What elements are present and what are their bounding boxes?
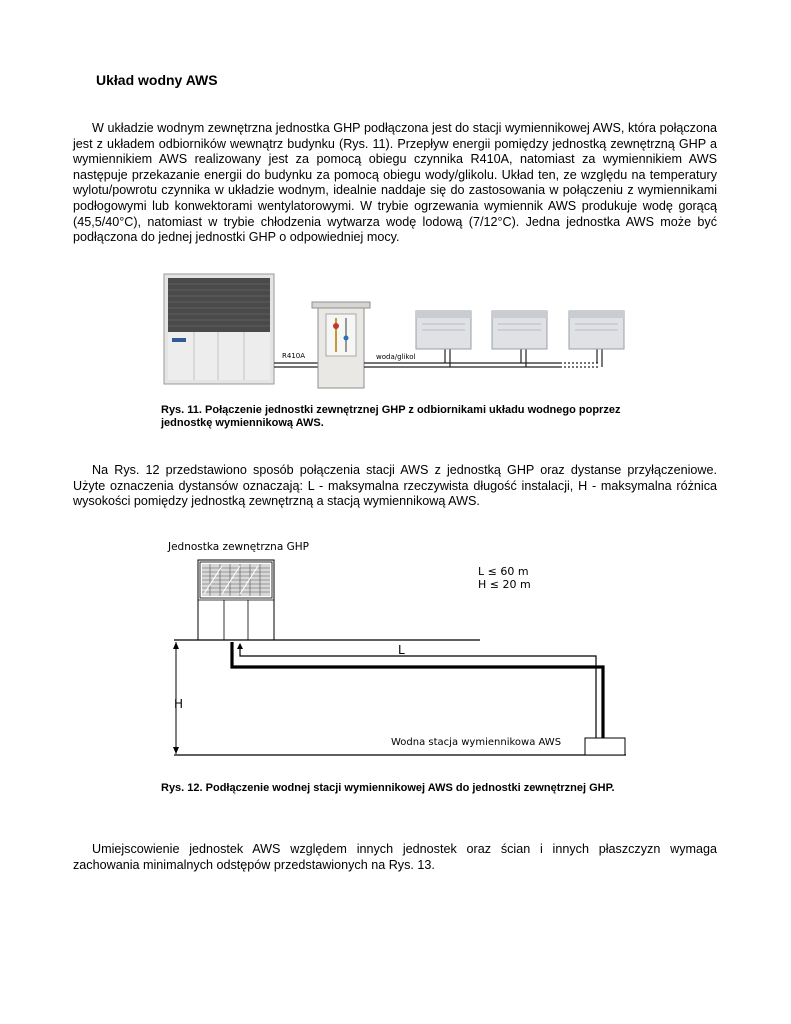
aws-station-box xyxy=(585,738,625,755)
height-limit: H ≤ 20 m xyxy=(478,578,531,591)
paragraph-connection: Na Rys. 12 przedstawiono sposób połączenia stacji AWS z jednostką GHP oraz dystanse przyłączeniowe. Użyte oznaczenia dystansów oznaczają: L - maksymalna rzeczywista długość instalacji, H - maksymalna różnica wysokości pomiędzy jednostką zewnętrzną a stacją wymiennikową AWS. xyxy=(73,463,717,509)
figure-12-diagram xyxy=(160,536,640,776)
water-glycol-label: woda/glikol xyxy=(376,353,416,361)
figure-12-title: Jednostka zewnętrzna GHP xyxy=(168,541,309,553)
length-limit: L ≤ 60 m xyxy=(478,565,529,578)
length-label: L xyxy=(398,643,405,657)
ghp-unit-sketch xyxy=(198,560,274,640)
paragraph-placement: Umiejscowienie jednostek AWS względem innych jednostek oraz ścian i innych płaszczyzn wymaga zachowania minimalnych odstępów przedstawionych na Rys. 13. xyxy=(73,842,717,872)
r410a-pipe xyxy=(274,363,318,367)
figure-12-caption: Rys. 12. Podłączenie wodnej stacji wymiennikowej AWS do jednostki zewnętrznej GHP. xyxy=(161,782,615,794)
r410a-label: R410A xyxy=(282,352,306,360)
refrigerant-pipes xyxy=(232,642,603,738)
figure-11-caption: Rys. 11. Połączenie jednostki zewnętrznej GHP z odbiornikami układu wodnego poprzez jednostkę wymiennikową AWS. xyxy=(161,404,621,429)
fan-coil-unit-1 xyxy=(416,311,471,349)
paragraph-intro: W układzie wodnym zewnętrzna jednostka GHP podłączona jest do stacji wymiennikowej AWS, która połączona jest z układem odbiorników wewnątrz budynku (Rys. 11). Przepływ energii pomiędzy jednostką zewnętrzną GHP a wymiennikiem AWS realizowany jest za pomocą obiegu czynnika R410A, natomiast za wymiennikiem AWS następuje przekazanie energii do budynku za pomocą obiegu wody/glikolu. Układ ten, ze względu na temperatury wylotu/powrotu czynnika w układzie wodnym, idealnie naddaje się do zastosowania w połączeniu z wymiennikami podłogowymi lub konwektorami wentylatorowymi. W trybie ogrzewania wymiennik AWS produkuje wodę gorącą (45,5/40°C), natomiast w trybie chłodzenia wytwarza wodę lodową (7/12°C). Jedna jednostka AWS może być podłączona do jednej jednostki GHP o odpowiedniej mocy. xyxy=(73,121,717,245)
height-label: H xyxy=(174,697,184,711)
ghp-outdoor-unit-image xyxy=(164,274,274,384)
aws-station-image xyxy=(312,302,370,388)
fan-coil-unit-3 xyxy=(569,311,624,349)
section-heading: Układ wodny AWS xyxy=(96,72,218,88)
fan-coil-unit-2 xyxy=(492,311,547,349)
figure-11-illustration xyxy=(160,268,640,398)
aws-station-label: Wodna stacja wymiennikowa AWS xyxy=(391,737,562,748)
